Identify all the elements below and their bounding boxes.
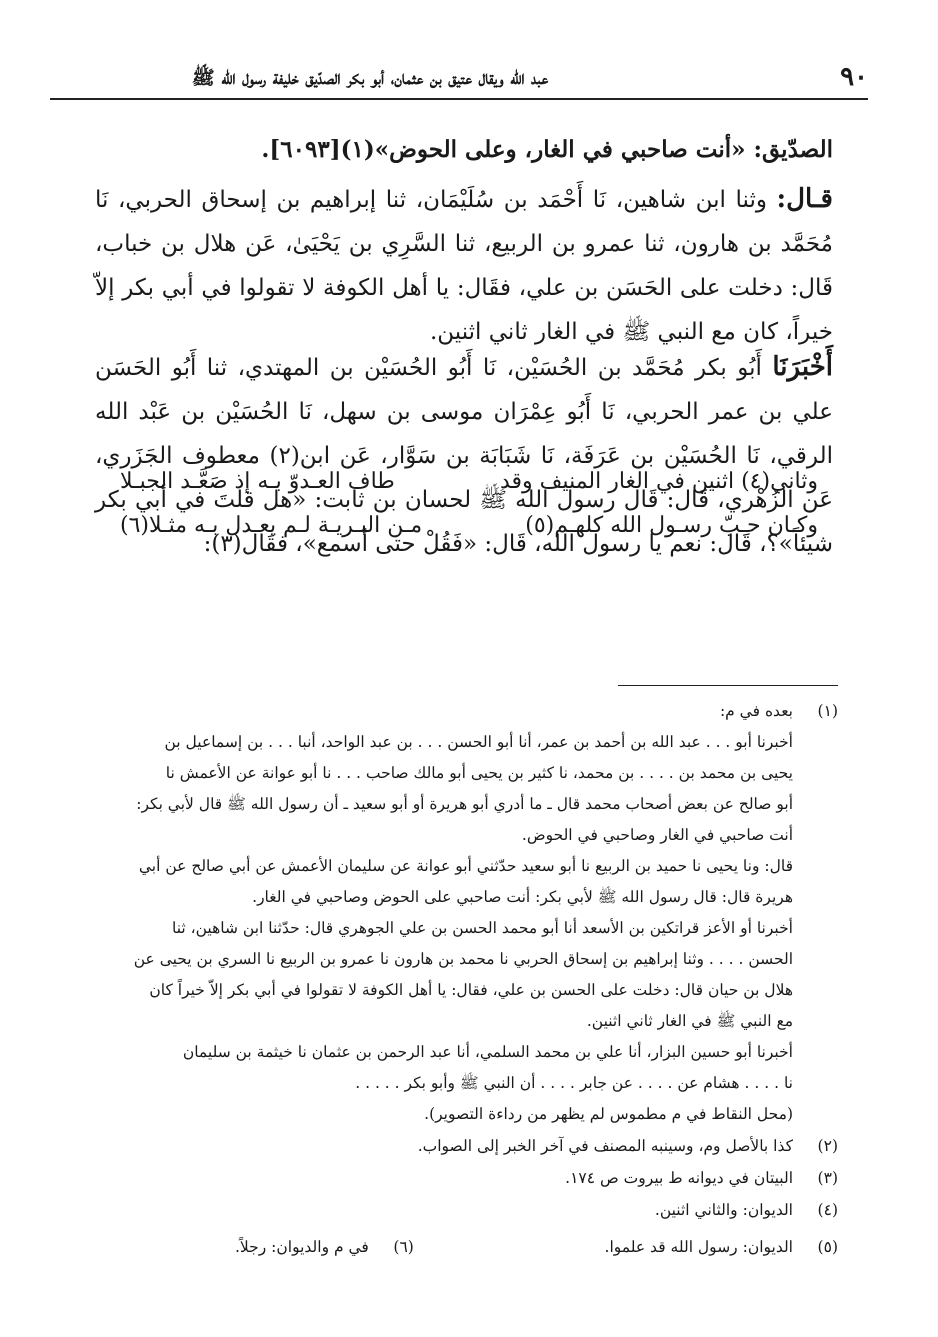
verse-second-hemistich: مـن البـريـة لـم يعـدل بـه مثـلا(٦): [120, 513, 423, 538]
footnote-text: الديوان: والثاني اثنين.: [654, 1201, 793, 1219]
footnote-6: [235, 1230, 414, 1264]
footnote-2: [95, 1130, 838, 1162]
footnote-divider: [618, 685, 838, 686]
footnote-text: الديوان: رسول الله قد علموا.: [604, 1238, 793, 1256]
paragraph-2-lead: قـال:: [776, 184, 833, 214]
footnote-number: (١): [817, 702, 838, 720]
footnote-line: (محل النقاط في م مطموس لم يظهر من رداءة التصوير).: [424, 1105, 793, 1123]
page-header: [50, 58, 868, 100]
verse-second-hemistich: طاف العـدوّ بـه إذ صَعَّـد الجبـلا: [120, 469, 395, 494]
footnote-line: قال: ونا يحيى نا حميد بن الربيع نا أبو سعيد حدّثني أبو عوانة عن سليمان الأعمش عن أبي صالح عن أبي: [138, 857, 793, 875]
footnote-4: [95, 1194, 838, 1226]
footnotes: [95, 695, 838, 1264]
footnote-line: يحيى بن محمد بن . . . . بن محمد، نا كثير بن يحيى أبو مالك صاحب . . . نا أبو عوانة عن الأعمش نا: [165, 764, 793, 782]
footnote-line: مع النبي ﷺ في الغار ثاني اثنين.: [586, 1012, 793, 1030]
verse-first-hemistich: وكـان حـبّ رسـول الله كلهـم(٥): [525, 513, 818, 538]
footnote-text: بعده في م:: [719, 702, 793, 720]
footnote-number: (٥): [817, 1238, 838, 1256]
footnote-number: (٢): [817, 1137, 838, 1155]
footnote-line: هلال بن حيان قال: دخلت على الحسن بن علي، فقال: يا أهل الكوفة لا تقولوا في أبي بكر إلاّ خيراً كان: [149, 981, 793, 999]
footnote-line: أخبرنا أبو حسين البزار، أنا علي بن محمد السلمي، أنا عبد الرحمن بن عثمان نا خيثمة بن سليمان: [182, 1043, 793, 1061]
footnote-line: أخبرنا أبو . . . عبد الله بن أحمد بن عمر، أنا أبو الحسن . . . بن عبد الواحد، أنبا . . . بن إسماعيل بن: [164, 733, 793, 751]
footnote-line: نا . . . . هشام عن . . . . عن جابر . . . . أن النبي ﷺ وأبو بكر . . . . .: [355, 1074, 793, 1092]
running-title: عبد الله ويقال عتيق بن عثمان، أبو بكر الصدّيق خليفة رسول الله ﷺ: [191, 67, 549, 89]
paragraph-3-lead: أَخْبَرَنَا: [772, 352, 833, 382]
footnote-line: هريرة قال: قال رسول الله ﷺ لأبي بكر: أنت صاحبي على الحوض وصاحبي في الغار.: [252, 888, 793, 906]
footnote-5: [605, 1230, 838, 1264]
poem-verse: [120, 460, 818, 504]
footnotes-5-6: [95, 1230, 838, 1264]
footnote-1: [95, 695, 838, 727]
footnote-line: الحسن . . . . وثنا إبراهيم بن إسحاق الحربي نا محمد بن هارون نا عمرو بن الربيع نا السري بن يحيى عن: [133, 950, 793, 968]
footnote-text: في م والديوان: رجلاً.: [235, 1238, 369, 1256]
footnote-1-body: [95, 727, 793, 1130]
footnote-number: (٣): [817, 1169, 838, 1187]
poem-verse: [120, 504, 818, 548]
footnote-line: أخبرنا أو الأعز قراتكين بن الأسعد أنا أبو محمد الحسن بن علي الجوهري قال: حدّثنا ابن شاهين، ثنا: [171, 919, 793, 937]
footnote-3: [95, 1162, 838, 1194]
footnote-number: (٦): [393, 1238, 414, 1256]
footnote-line: أنت صاحبي في الغار وصاحبي في الحوض.: [521, 826, 793, 844]
footnote-line: أبو صالح عن بعض أصحاب محمد قال ـ ما أدري أبو هريرة أو أبو سعيد ـ أن رسول الله ﷺ قال لأبي بكر:: [136, 795, 793, 813]
footnote-text: البيتان في ديوانه ط بيروت ص ١٧٤.: [565, 1169, 793, 1187]
paragraph-2-text: وثنا ابن شاهين، نَا أَحْمَد بن سُلَيْمَان، ثنا إبراهيم بن إسحاق الحربي، نَا مُحَمَّد بن هارون، ثنا عمرو بن الربيع، ثنا السَّرِي بن يَحْيَىٰ، عَن هلال بن خباب، قَال: دخلت على الحَسَن بن علي، فقَال: يا أهل الكوفة لا تقولوا في أبي بكر إلاّ خيراً، كان مع النبي ﷺ في الغار ثاني اثنين.: [95, 187, 833, 345]
paragraph-1: الصدّيق: «أنت صاحبي في الغار، وعلى الحوض»(١)[٦٠٩٣].: [261, 136, 833, 163]
footnote-number: (٤): [817, 1201, 838, 1219]
poem: [120, 460, 818, 548]
paragraph-3-text: أَبُو بكر مُحَمَّد بن الحُسَيْن، نَا أَبُو الحُسَيْن بن المهتدي، ثنا أَبُو الحَسَن علي بن عمر الحربي، نَا أَبُو عِمْرَان موسى بن سهل، نَا الحُسَيْن بن عَبْد الله الرقي، نَا الحُسَيْن بن عَرَفَة، نَا شَبَابَة بن سَوَّار، عَن ابن(٢) معطوف الجَزَري، عَن الزُهْري، قَال: قَال رسول الله ﷺ لحسان بن ثابت: «هل قلتَ في أبي بكر شيئاً»؟، قَال: نعم يا رسول الله، قَال: «فَقُلْ حتى أسمع»، فقَال(٣):: [95, 355, 833, 557]
footnote-text: كذا بالأصل وم، وسينبه المصنف في آخر الخبر إلى الصواب.: [417, 1137, 793, 1155]
verse-first-hemistich: وثاني(٤) اثنين في الغار المنيف وقد: [499, 469, 818, 494]
paragraph-2: [95, 177, 833, 354]
page-number: ٩٠: [840, 62, 868, 92]
